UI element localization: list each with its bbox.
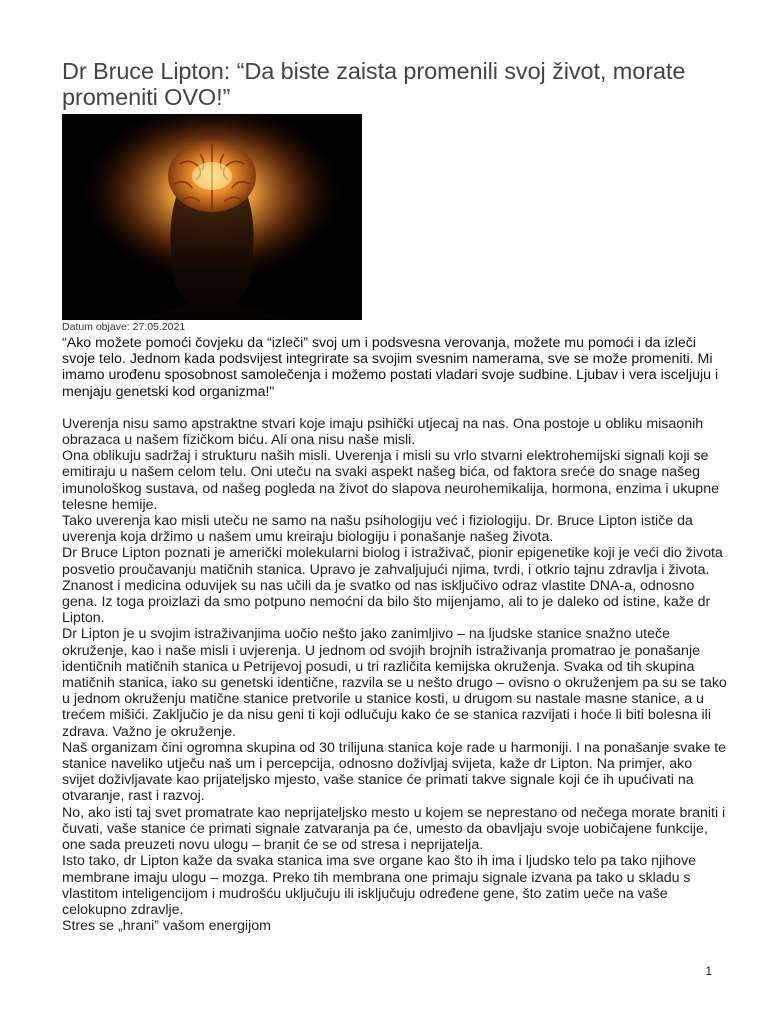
body-paragraph: Naš organizam čini ogromna skupina od 30 trilijuna stanica koje rade u harmoniji. I na ponašanje svake te stanice naveliko utječu naš um i percepcija, odnosno doživljaj svijeta, kaže dr Lipton. Na primjer, ako svijet doživljavate kao prijateljsko mjesto, vaše stanice će primati takve signale koji će ih upućivati na otvaranje, rast i razvoj. <box>62 739 727 805</box>
body-paragraph: Tako uverenja kao misli utеču ne samo na našu psihologiju već i fiziologiju. Dr. Bruce Lipton ističe da uverenja koja držimo u našem umu kreiraju biologiju i ponašanje našeg života. <box>62 513 693 546</box>
body-paragraph: Dr Bruce Lipton poznati je američki molekularni biolog i istraživač, pionir epigenetike koji je veći dio života posvetio proučavanju matičnih stanica. Upravo je zahvaljujući njima, tvrdi, i otkrio tajnu zdravlja i života. Znanost i medicina oduvijek su nas učili da je svatko od nas isključivo odraz vlastite DNA-a, odnosno gena. Iz toga proizlazi da smo potpuno nemoćni da bilo što mijenjamo, ali to je daleko od istine, kaže dr Lipton. <box>62 545 723 627</box>
publish-date: Datum objave: 27.05.2021 <box>62 321 186 333</box>
document-page <box>62 58 727 934</box>
intro-quote: “Ako možete pomoći čovjeku da “izleči” svoj um i podsvesna verovanja, možete mu pomoći i da izleči svoje telo. Jednom kada podsvijest integrirate sa svojim svesnim namerama, sve se može promeniti. Mi imamo urođenu sposobnost samolečenja i možemo postati vladari svoje sudbine. Ljubav i vera isceljuju i menjaju genetski kod organizma!" <box>62 335 719 400</box>
article-title: Dr Bruce Lipton: “Da biste zaista promenili svoj život, morate promeniti OVO!” <box>62 58 686 110</box>
body-paragraph: Ona oblikuju sadržaj i strukturu naših misli. Uverenja i misli su vrlo stvarni elektrohemijski signali koji se emitiraju u našem celom telu. Oni utеču na svaki aspekt našeg bića, od faktora sreće do snage našeg imunološkog sustava, od našeg pogleda na život do slapova neurohemikalija, hormona, enzima i ukupne telesne hemije. <box>62 448 719 513</box>
body-paragraph: No, ako isti taj svet promatrate kao neprijateljsko mesto u kojem se neprestano od nečega morate braniti i čuvati, vaše stanice će primati signale zatvaranja pa će, umesto da obavljaju svoje uobičajene funkcije, one sada preuzeti novu ulogu – branit će se od stresa i neprijatelja. <box>62 804 726 854</box>
hero-image-brain-icon <box>62 114 362 320</box>
body-paragraph: Dr Lipton je u svojim istraživanjima uočio nešto jako zanimljivo – na ljudske stanice snažno utеče okruženje, kao i naše misli i uvjerenja. U jednom od svojih brojnih istraživanja promatrao je ponašanje identičnih matičnih stanica u Petrijevoj posudi, u tri različita kemijska okruženja. Svaka od tih skupina matičnih stanica, iako su genetski identične, razvila se u nešto drugo – ovisno o okruženjem pa su se tako u jednom okruženju matične stanice pretvorile u stanice kosti, u drugom su nastale masne stanice, a u trećem mišići. Zaključio je da nisu geni ti koji odlučuju kako će se stanica razvijati i hoće li biti bolesna ili zdrava. Važno je okruženje. <box>62 626 727 740</box>
page-number: 1 <box>705 964 712 978</box>
article-body <box>62 416 727 935</box>
brain-illustration-icon <box>62 114 362 320</box>
body-paragraph: Isto tako, dr Lipton kaže da svaka stanica ima sve organe kao što ih ima i ljudsko telo pa tako njihove membrane imaju ulogu – mozga. Preko tih membrana one primaju signale izvana pa tako u skladu s vlastitom inteligencijom i mudrošću uključuju ili isključuju određene gene, što zatim ueče na vaše celokupno zdravlje. <box>62 853 697 918</box>
section-subheading: Stres se „hrani” vašom energijom <box>62 918 271 935</box>
body-paragraph: Uverenja nisu samo apstraktne stvari koje imaju psihički utjecaj na nas. Ona postoje u obliku misaonih obrazaca u našem fizičkom biću. Ali ona nisu naše misli. <box>62 415 704 449</box>
